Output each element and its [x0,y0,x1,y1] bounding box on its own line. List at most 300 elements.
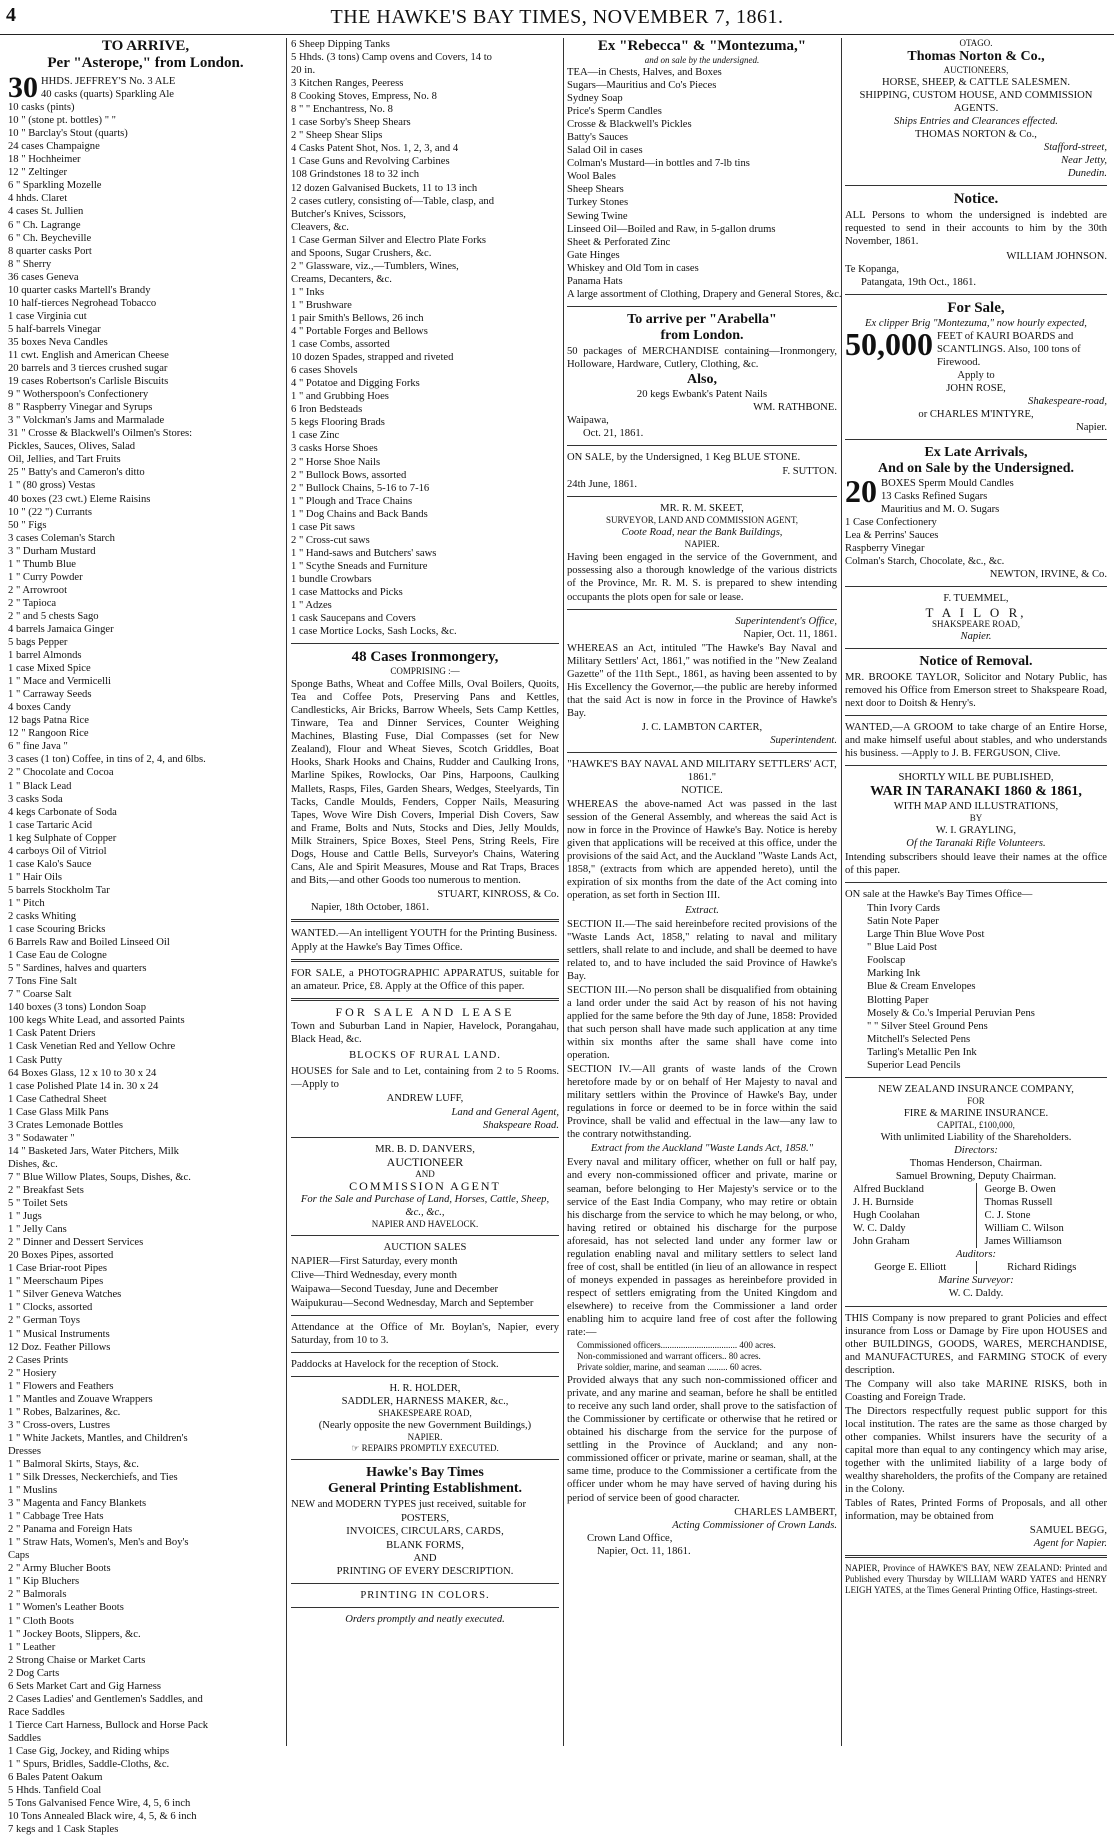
divider [845,1555,1107,1558]
goods-item: 7 kegs and 1 Cask Staples [8,1824,119,1836]
extract2-body-2: Provided always that any such non-commissioned officer and private, and any marine and seaman, before he shall be entitled to receive any such land order, shall prove to the satisfaction of the Commissioner by certificate or otherwise that he retired or obtained his discharge from the service for the purpose of settling in the Province of Auckland; and any non-commissioned officer or private, marine or seaman, shall, at the same time, produce to the Commissioner a certificate from the officer under whom he may have served of having during his period of service been of good character. [567,1375,837,1504]
danvers-name: MR. B. D. DANVERS, [375,1143,475,1155]
goods-item: 100 kegs White Lead, and assorted Paints [8,1015,185,1027]
arabella-heading: To arrive per "Arabella" [627,311,777,327]
divider [291,643,559,644]
carter-title: Superintendent. [770,734,837,746]
section-3: SECTION III.—No person shall be disqualified from obtaining a land order under the said Act by reason of his not having applied for the same before the 9th day of June, 1858: Provided that such person shall have made such application at any time within six months after the same shall have come into operation. [567,984,837,1062]
goods-item: 12 " Rangoon Rice [8,728,89,740]
goods-item: Saddles [8,1732,41,1744]
goods-item: 1 " Balmoral Skirts, Stays, &c. [8,1458,139,1470]
section-4: SECTION IV.—All grants of waste lands of the Crown heretofore made by or on behalf of Her Majesty to naval and military settlers within the Province of Hawke's Bay, under regulations in force or deemed to be in force within the said Province, shall be valid and effectual in the law—any law to the contrary notwithstanding. [567,1064,837,1141]
stationery-item: Blue & Cream Envelopes [867,981,976,993]
notice-heading: NOTICE. [681,785,723,797]
lambert-date: Napier, Oct. 11, 1861. [597,1545,691,1557]
lambert-title: Acting Commissioner of Crown Lands. [672,1519,837,1531]
kopanga-date: Patangata, 19th Oct., 1861. [861,276,977,288]
goods-item: 1 " Mantles and Zouave Wrappers [8,1393,153,1405]
forsale-heading: For Sale, [947,299,1005,316]
late-item: BOXES Sperm Mould Candles [881,478,1014,490]
norton-auctioneers: AUCTIONEERS, [943,65,1009,75]
hardware-item: 8 Cooking Stoves, Empress, No. 8 [291,91,437,103]
stationery-item: Marking Ink [867,968,921,980]
goods-item: 2 " German Toys [8,1315,80,1327]
stationery-item: Mosely & Co.'s Imperial Peruvian Pens [867,1007,1035,1019]
act-title: "HAWKE'S BAY NAVAL AND MILITARY SETTLERS' ACT, 1861." [567,759,837,784]
divider [291,1315,559,1316]
also-heading: Also, [687,371,717,387]
goods-item: 31 " Crosse & Blackwell's Oilmen's Stores: [8,428,193,440]
goods-item: 25 " Batty's and Cameron's ditto [8,467,145,479]
column-2 [291,38,559,1744]
rates-table [567,1340,837,1373]
goods-item: 1 Case Eau de Cologne [8,950,107,962]
divider [291,1137,559,1138]
ironmongery-heading: 48 Cases Ironmongery, [351,649,499,666]
hardware-item: 1 bundle Crowbars [291,573,372,585]
goods-item: 1 " Jockey Boots, Slippers, &c. [8,1628,141,1640]
divider [567,445,837,446]
rebecca-item: Whiskey and Old Tom in cases [567,262,699,274]
war-taranaki-title: WAR IN TARANAKI 1860 & 1861, [870,783,1082,799]
auditors-heading: Auditors: [955,1249,997,1261]
hardware-item: 2 " Glassware, viz.,—Tumblers, Wines, [291,260,459,272]
goods-item: 2 " Panama and Foreign Hats [8,1524,133,1536]
goods-item: 20 barrels and 3 tierces crushed sugar [8,363,168,375]
divider [845,765,1107,766]
houses-text: HOUSES for Sale and to Let, containing from 2 to 5 Rooms.—Apply to [291,1066,559,1091]
goods-item: 2 " Hosiery [8,1367,57,1379]
goods-item: 4 hhds. Claret [8,193,68,205]
director-name: John Graham [853,1236,910,1248]
hardware-item: 1 " Brushware [291,299,352,311]
printing-item: BLANK FORMS, [386,1539,464,1551]
late-list [845,473,1107,568]
goods-item: 1 Cask Patent Driers [8,1028,96,1040]
arabella-heading-2: from London. [660,327,744,343]
hardware-item: 1 case Mattocks and Picks [291,586,403,598]
holder-trade: SADDLER, HARNESS MAKER, &c., [341,1396,509,1408]
goods-item: 1 " Jelly Cans [8,1224,67,1236]
goods-item: 1 " Cabbage Tree Hats [8,1511,104,1523]
stationery-item: Tarling's Metallic Pen Ink [867,1046,977,1058]
printing-item: INVOICES, CIRCULARS, CARDS, [346,1526,504,1538]
directors-right [977,1183,1108,1248]
arabella-body: 50 packages of MERCHANDISE containing—Ironmongery, Holloware, Hardware, Cutlery, Clothing, &c. [567,345,837,370]
column-1 [8,38,283,1836]
goods-item: Oil, Jellies, and Tart Fruits [8,454,121,466]
goods-item: 3 " Magenta and Fancy Blankets [8,1498,147,1510]
goods-item: 1 " Cloth Boots [8,1615,74,1627]
goods-item: 1 case Tartaric Acid [8,819,93,831]
hardware-item: 1 case Sorby's Sheep Shears [291,117,411,129]
luff-title: Land and General Agent, [451,1106,559,1118]
goods-item: 2 " Chocolate and Cocoa [8,767,114,779]
skeet-title: SURVEYOR, LAND AND COMMISSION AGENT, [605,515,799,526]
carter-name: J. C. LAMBTON CARTER, [641,721,763,733]
divider [291,1583,559,1584]
war-author-title: Of the Taranaki Rifle Volunteers. [906,838,1046,850]
hardware-item: 2 " Bullock Bows, assorted [291,469,407,481]
hardware-item: 1 case Mortice Locks, Sash Locks, &c. [291,626,457,638]
director-name: J. H. Burnside [853,1197,914,1209]
rebecca-item: Batty's Sauces [567,132,629,144]
goods-item: 12 Doz. Feather Pillows [8,1341,111,1353]
goods-item: 12 bags Patna Rice [8,715,89,727]
goods-item: 12 " Zeltinger [8,167,68,179]
goods-item: 10 half-tierces Negrohead Tobacco [8,297,157,309]
goods-item: 1 " Jugs [8,1211,42,1223]
rebecca-heading: Ex "Rebecca" & "Montezuma," [597,38,807,54]
begg-name: SAMUEL BEGG, [1029,1525,1107,1537]
goods-item: 2 " Army Blucher Boots [8,1563,111,1575]
goods-item: 1 " Muslins [8,1485,58,1497]
danvers-place: NAPIER AND HAVELOCK. [371,1218,479,1229]
rebecca-sub: and on sale by the undersigned. [644,55,760,65]
divider [567,752,837,753]
goods-item: 5 half-barrels Vinegar [8,323,101,335]
kopanga: Te Kopanga, [845,263,899,275]
extract2-body: Every naval and military officer, whether on full or half pay, and every non-commissioned officer and private, marine or seaman, before belonging to Her Majesty's service or to the service of the East India Company, who may retire or obtain his discharge from the service to which he may belong, or who, having retired or obtained his discharge for the purpose aforesaid, has not selected land under any former law or regulation enabling naval and military settlers to select land free of cost, shall be entitled (in lieu of an allowance in respect of moneys expended in passages as hereinbefore provided in respect of settlers emigrating from the United Kingdom and elsewhere) to receive from the Commissioner a land order enabling him to acquire land free of cost after the following rate:— [567,1157,837,1339]
extract2-heading: Extract from the Auckland "Waste Lands Act, 1858." [590,1143,814,1155]
photo-apparatus: FOR SALE, a PHOTOGRAPHIC APPARATUS, suitable for an amateur. Price, £8. Apply at the Office of this paper. [291,968,559,993]
printing-colors: PRINTING IN COLORS. [360,1589,490,1601]
goods-item: 2 casks Whiting [8,911,77,922]
goods-item: 1 " Mace and Vermicelli [8,676,111,688]
goods-item: 2 " and 5 chests Sago [8,610,99,622]
kauri-text: FEET of KAURI BOARDS and SCANTLINGS. Also, 100 tons of Firewood. [937,330,1081,368]
goods-item: 2 Dog Carts [8,1667,60,1679]
goods-item: 35 boxes Neva Candles [8,336,108,348]
goods-item: 1 " Spurs, Bridles, Saddle-Cloths, &c. [8,1759,170,1771]
goods-item: 24 cases Champaigne [8,141,100,153]
paddocks-text: Paddocks at Havelock for the reception of Stock. [291,1359,499,1371]
hardware-item: 1 pair Smith's Bellows, 26 inch [291,312,424,324]
hardware-item: 3 Kitchen Ranges, Peeress [291,78,404,90]
rate-row: Non-commissioned and warrant officers.. 80 acres. [577,1351,761,1362]
goods-item: 1 " Curry Powder [8,571,83,583]
goods-item: 3 cases Coleman's Starch [8,532,115,544]
divider [567,496,837,497]
tailor-town: Napier. [960,630,992,642]
goods-item: 2 " Arrowroot [8,584,68,596]
goods-item: 18 " Hochheimer [8,154,81,166]
insurance-body: THIS Company is now prepared to grant Policies and effect insurance from Loss or Damage by Fire upon HOUSES and other BUILDINGS, GOODS, WARES, MERCHANDISE, and MANUFACTURES, and FARMING STOCK of every description. [845,1312,1107,1376]
printing-item: PRINTING OF EVERY DESCRIPTION. [336,1565,514,1577]
rate-row: Commissioned officers.................................. 400 acres. [577,1340,776,1351]
goods-item: 50 " Figs [8,519,47,531]
nz-insurance-for: FOR [967,1095,985,1106]
printing-body: NEW and MODERN TYPES just received, suitable for [291,1499,526,1511]
goods-item: 5 " Sardines, halves and quarters [8,963,147,975]
norton-town: Dunedin. [1067,168,1107,180]
hardware-item: 1 " and Grubbing Hoes [291,391,389,403]
goods-item: 4 barrels Jamaica Ginger [8,623,114,635]
goods-item: 4 cases St. Jullien [8,206,84,218]
director-name: W. C. Daldy [853,1223,906,1235]
printing-list [291,1512,559,1577]
goods-item: 5 bags Pepper [8,637,68,649]
rose-road: Shakespeare-road, [1028,395,1107,407]
goods-item: 3 casks Soda [8,793,63,805]
goods-item: 1 Cask Putty [8,1054,63,1066]
shortly-published: SHORTLY WILL BE PUBLISHED, [898,771,1054,783]
auditor-right: Richard Ridings [1007,1262,1077,1274]
rebecca-item: A large assortment of Clothing, Drapery and General Stores, &c. [567,288,842,300]
goods-item: 9 " Wotherspoon's Confectionery [8,389,149,401]
director-name: Alfred Buckland [853,1184,924,1196]
divider [291,1607,559,1608]
goods-item: 1 " Carraway Seeds [8,689,92,701]
divider [845,882,1107,883]
goods-item: 10 " (22 ") Currants [8,506,92,518]
notice-body: WHEREAS the above-named Act was passed in the last session of the General Assembly, and whereas the said Act is now in force in the Province of Hawke's Bay. Notice is hereby given that applications will be received at this office, under the provisions of the said Act, and the Auckland "Waste Lands Act, 1858," (extracts from which are appended hereto), until the expiration of six months from the date of the Act coming into operation, as set forth in Section III. [567,799,837,902]
late-arrivals-block [845,473,1107,568]
late-arrivals-heading-2: And on Sale by the Undersigned. [877,461,1075,477]
goods-item: Pickles, Sauces, Olives, Salad [8,441,136,453]
hardware-item: 1 Case Guns and Revolving Carbines [291,156,450,168]
goods-item: 1 " Leather [8,1641,56,1653]
goods-item: 2 Cases Prints [8,1354,69,1366]
goods-item: 1 " Pitch [8,897,45,909]
goods-item: 6 " fine Java " [8,741,68,753]
late-item: Mauritius and M. O. Sugars [881,504,1000,516]
rebecca-item: Sydney Soap [567,93,623,105]
war-subscribers: Intending subscribers should leave their names at the office of this paper. [845,852,1107,877]
goods-item: 1 " Meerschaum Pipes [8,1276,104,1288]
hardware-item: 20 in. [291,65,316,77]
goods-item: 2 " Breakfast Sets [8,1184,84,1196]
danvers-and: AND [415,1168,435,1179]
rural-land: BLOCKS OF RURAL LAND. [349,1050,501,1062]
hardware-item: 3 casks Horse Shoes [291,443,378,455]
divider [291,919,559,922]
rebecca-item: Sheep Shears [567,184,624,196]
insurance-body-3: The Directors respectfully request public support for this local institution. The rates are the same as those charged by other companies. Whilst insurers have the security of a capital more than equal to any contingency which may arise, together with the unlimited liability of a large body of wealthy shareholders, the profits of the Company are retained in the Colony. [845,1405,1107,1496]
removal-heading: Notice of Removal. [919,653,1033,669]
hardware-item: 1 " Adzes [291,600,332,612]
war-author: W. I. GRAYLING, [935,824,1017,836]
rebecca-item: Sewing Twine [567,210,628,222]
goods-item: 3 " Volckman's Jams and Marmalade [8,415,165,427]
goods-item: 6 " Sparkling Mozelle [8,180,102,192]
hardware-item: 2 " Sheep Shear Slips [291,130,383,142]
hardware-item: and Spoons, Sugar Crushers, &c. [291,247,432,259]
stationery-item: Mitchell's Selected Pens [867,1033,971,1045]
whereas-body: WHEREAS an Act, intituled "The Hawke's Bay Naval and Military Settlers' Act, 1861," was notified in the "New Zealand Gazette" of the 11th Sept., 1861, as having been assented to by His Excellency the Governor,—the public are hereby informed that the said Act is now in force in the Province of Hawke's Bay. [567,642,837,719]
late-item: 13 Casks Refined Sugars [881,491,988,503]
divider [567,609,837,610]
goods-item: Dresses [8,1445,41,1457]
goods-item: 5 barrels Stockholm Tar [8,884,110,896]
war-subtitle: WITH MAP AND ILLUSTRATIONS, [893,800,1059,812]
goods-item: 1 " (80 gross) Vestas [8,480,96,492]
goods-list [8,88,283,1836]
tailor-road: SHAKSPEARE ROAD, [931,618,1020,629]
stationery-item: Superior Lead Pencils [867,1059,961,1071]
auction-line: Waipawa—Second Tuesday, June and December [291,1283,499,1295]
rathbone-sign: WM. RATHBONE. [753,401,837,413]
column-rule [286,38,287,1746]
goods-item: 1 Case Gig, Jockey, and Riding whips [8,1746,170,1757]
auction-sales-heading: AUCTION SALES [383,1241,467,1253]
stationery-item: Thin Ivory Cards [867,903,940,915]
divider [291,998,559,1001]
printing-heading: Hawke's Bay Times [366,1465,484,1481]
page-number: 4 [6,4,16,26]
director-name: Thomas Russell [984,1197,1053,1209]
hardware-item: Cleavers, &c. [291,221,349,233]
auction-line: NAPIER—First Saturday, every month [291,1255,458,1267]
hardware-item: 6 Sheep Dipping Tanks [291,39,390,50]
lead-text: HHDS. JEFFREY'S No. 3 ALE [41,76,176,87]
insurance-body-4: Tables of Rates, Printed Forms of Proposals, and all other information, may be obtained from [845,1498,1107,1523]
goods-item: 1 Tierce Cart Harness, Bullock and Horse Pack [8,1719,209,1731]
skeet-address: Coote Road, near the Bank Buildings, [621,527,783,539]
masthead [0,0,1114,35]
divider [845,294,1107,295]
norton-shipping: SHIPPING, CUSTOM HOUSE, AND COMMISSION AGENTS. [859,90,1093,115]
late-item: Lea & Perrins' Sauces [845,530,939,542]
lead-number: 30 [8,71,38,104]
auction-schedule [291,1255,559,1310]
notice-heading: Notice. [953,191,999,208]
divider [291,959,559,962]
goods-item: 1 " White Jackets, Mantles, and Children's [8,1432,188,1444]
divider [845,1077,1107,1078]
printing-heading-2: General Printing Establishment. [327,1481,523,1497]
norton-ships: Ships Entries and Clearances effected. [894,116,1058,128]
auditors-table [845,1261,1107,1274]
goods-item: 10 " (stone pt. bottles) " " [8,115,117,127]
hardware-item: 1 cask Saucepans and Covers [291,613,416,625]
hardware-item: 2 " Cross-cut saws [291,534,370,546]
norton-heading: Thomas Norton & Co., [907,49,1045,64]
goods-item: 1 " Kip Bluchers [8,1576,80,1588]
hardware-item: 10 dozen Spades, strapped and riveted [291,352,454,364]
rose-name: JOHN ROSE, [946,382,1006,394]
attendance-text: Attendance at the Office of Mr. Boylan's, Napier, every Saturday, from 10 to 3. [291,1322,559,1347]
stationery-item: Large Thin Blue Wove Post [867,929,985,941]
divider [845,439,1107,440]
supt-date: Napier, Oct. 11, 1861. [743,628,837,640]
goods-item: 1 case Polished Plate 14 in. 30 x 24 [8,1080,159,1092]
goods-item: 1 " Black Lead [8,780,72,792]
late-item: Colman's Starch, Chocolate, &c., &c. [845,556,1005,568]
goods-item: 7 Tons Fine Salt [8,976,77,988]
norton-sign: THOMAS NORTON & Co., [915,129,1037,141]
goods-item: Dishes, &c. [8,1158,58,1170]
late-number: 20 [845,473,877,510]
danvers-purpose: For the Sale and Purchase of Land, Horses, Cattle, Sheep, &c., &c., [300,1193,550,1218]
stationery-item: Blotting Paper [867,994,929,1006]
insurance-body-2: The Company will also take MARINE RISKS, both in Coasting and Foreign Trade. [845,1378,1107,1403]
column-3 [567,38,842,1744]
skeet-name: MR. R. M. SKEET, [660,503,744,515]
stationery-item: Satin Note Paper [867,916,939,928]
auction-line: Waipukurau—Second Wednesday, March and September [291,1298,534,1310]
goods-item: 6 " Ch. Lagrange [8,219,81,231]
goods-item: 11 cwt. English and American Cheese [8,349,169,361]
rebecca-item: Gate Hinges [567,249,620,261]
hardware-list [291,38,559,638]
holder-name: H. R. HOLDER, [389,1383,461,1395]
hardware-item: 1 Case German Silver and Electro Plate Forks [291,234,487,246]
goods-item: 6 Bales Patent Oakum [8,1772,103,1784]
goods-item: 36 cases Geneva [8,271,79,283]
printing-item: AND [413,1552,437,1564]
column-4 [845,38,1107,1744]
forsale-sub: Ex clipper Brig "Montezuma," now hourly expected, [865,317,1087,329]
directors-heading: Directors: [954,1144,998,1156]
goods-item: 1 " Thumb Blue [8,558,76,570]
goods-item: 10 casks (pints) [8,102,75,114]
column-rule [563,38,564,1746]
goods-item: 1 " Robes, Balzarines, &c. [8,1406,121,1418]
hardware-item: 4 Casks Patent Shot, Nos. 1, 2, 3, and 4 [291,143,459,155]
directors-left [845,1183,977,1248]
wanted-groom: WANTED,—A GROOM to take charge of an Entire Horse, and make himself useful about stables, and who understands his business. —Apply to J. B. FERGUSON, Clive. [845,721,1107,759]
printing-item: POSTERS, [401,1513,449,1525]
goods-item: 19 cases Robertson's Carlisle Biscuits [8,376,169,388]
newton-sign: NEWTON, IRVINE, & Co. [989,569,1107,581]
divider [845,1306,1107,1307]
goods-item: 3 Crates Lemonade Bottles [8,1119,124,1131]
goods-item: 8 quarter casks Port [8,245,92,257]
goods-item: 4 kegs Carbonate of Soda [8,806,117,818]
sutton-date: 24th June, 1861. [567,479,638,491]
hardware-item: 4 " Portable Forges and Bellows [291,326,428,338]
late-item: Raspberry Vinegar [845,543,925,555]
director-name: James Williamson [984,1236,1062,1248]
rebecca-item: Wool Bales [567,171,616,183]
goods-item: Race Saddles [8,1706,65,1718]
divider [845,715,1107,716]
stationery-item: Foolscap [867,955,906,967]
goods-item: 10 quarter casks Martell's Brandy [8,284,151,296]
goods-item: 1 " Musical Instruments [8,1328,110,1340]
marine-surveyor-heading: Marine Surveyor: [938,1275,1014,1287]
goods-item: 5 Tons Galvanised Fence Wire, 4, 5, 6 inch [8,1798,191,1810]
sutton-sign: F. SUTTON. [782,466,837,478]
goods-item: 5 Hhds. Tanfield Coal [8,1785,102,1797]
hardware-item: Creams, Decanters, &c. [291,273,392,285]
hardware-item: 1 " Hand-saws and Butchers' saws [291,547,437,559]
holder-location: (Nearly opposite the new Government Buildings,) [318,1420,532,1432]
late-arrivals-heading: Ex Late Arrivals, [924,445,1028,461]
newspaper-title: THE HAWKE'S BAY TIMES, NOVEMBER 7, 1861. [330,6,784,28]
goods-item: 1 Case Briar-root Pipes [8,1263,107,1275]
holder-repairs: ☞ REPAIRS PROMPTLY EXECUTED. [351,1443,499,1454]
goods-item: 14 " Basketed Jars, Water Pitchers, Milk [8,1145,179,1157]
hardware-item: 2 " Horse Shoe Nails [291,456,381,468]
rebecca-item: Price's Sperm Candles [567,106,662,118]
goods-item: 2 " Balmorals [8,1589,67,1601]
hardware-item: 6 Iron Bedsteads [291,404,363,416]
late-item: 1 Case Confectionery [845,517,937,529]
divider [845,586,1107,587]
stationery-list [845,902,1107,1072]
otago: OTAGO. [959,38,993,48]
hardware-item: 1 case Pit saws [291,521,355,533]
sale-lease-heading: FOR SALE AND LEASE [335,1005,515,1020]
goods-item: 64 Boxes Glass, 12 x 10 to 30 x 24 [8,1067,157,1079]
hardware-item: 2 " Bullock Chains, 5-16 to 7-16 [291,482,430,494]
bluestone-sale: ON SALE, by the Undersigned, 1 Keg BLUE STONE. [567,452,801,464]
goods-item: 1 " Women's Leather Boots [8,1602,124,1614]
divider [845,648,1107,649]
norton-salesmen: HORSE, SHEEP, & CATTLE SALESMEN. [881,77,1071,88]
